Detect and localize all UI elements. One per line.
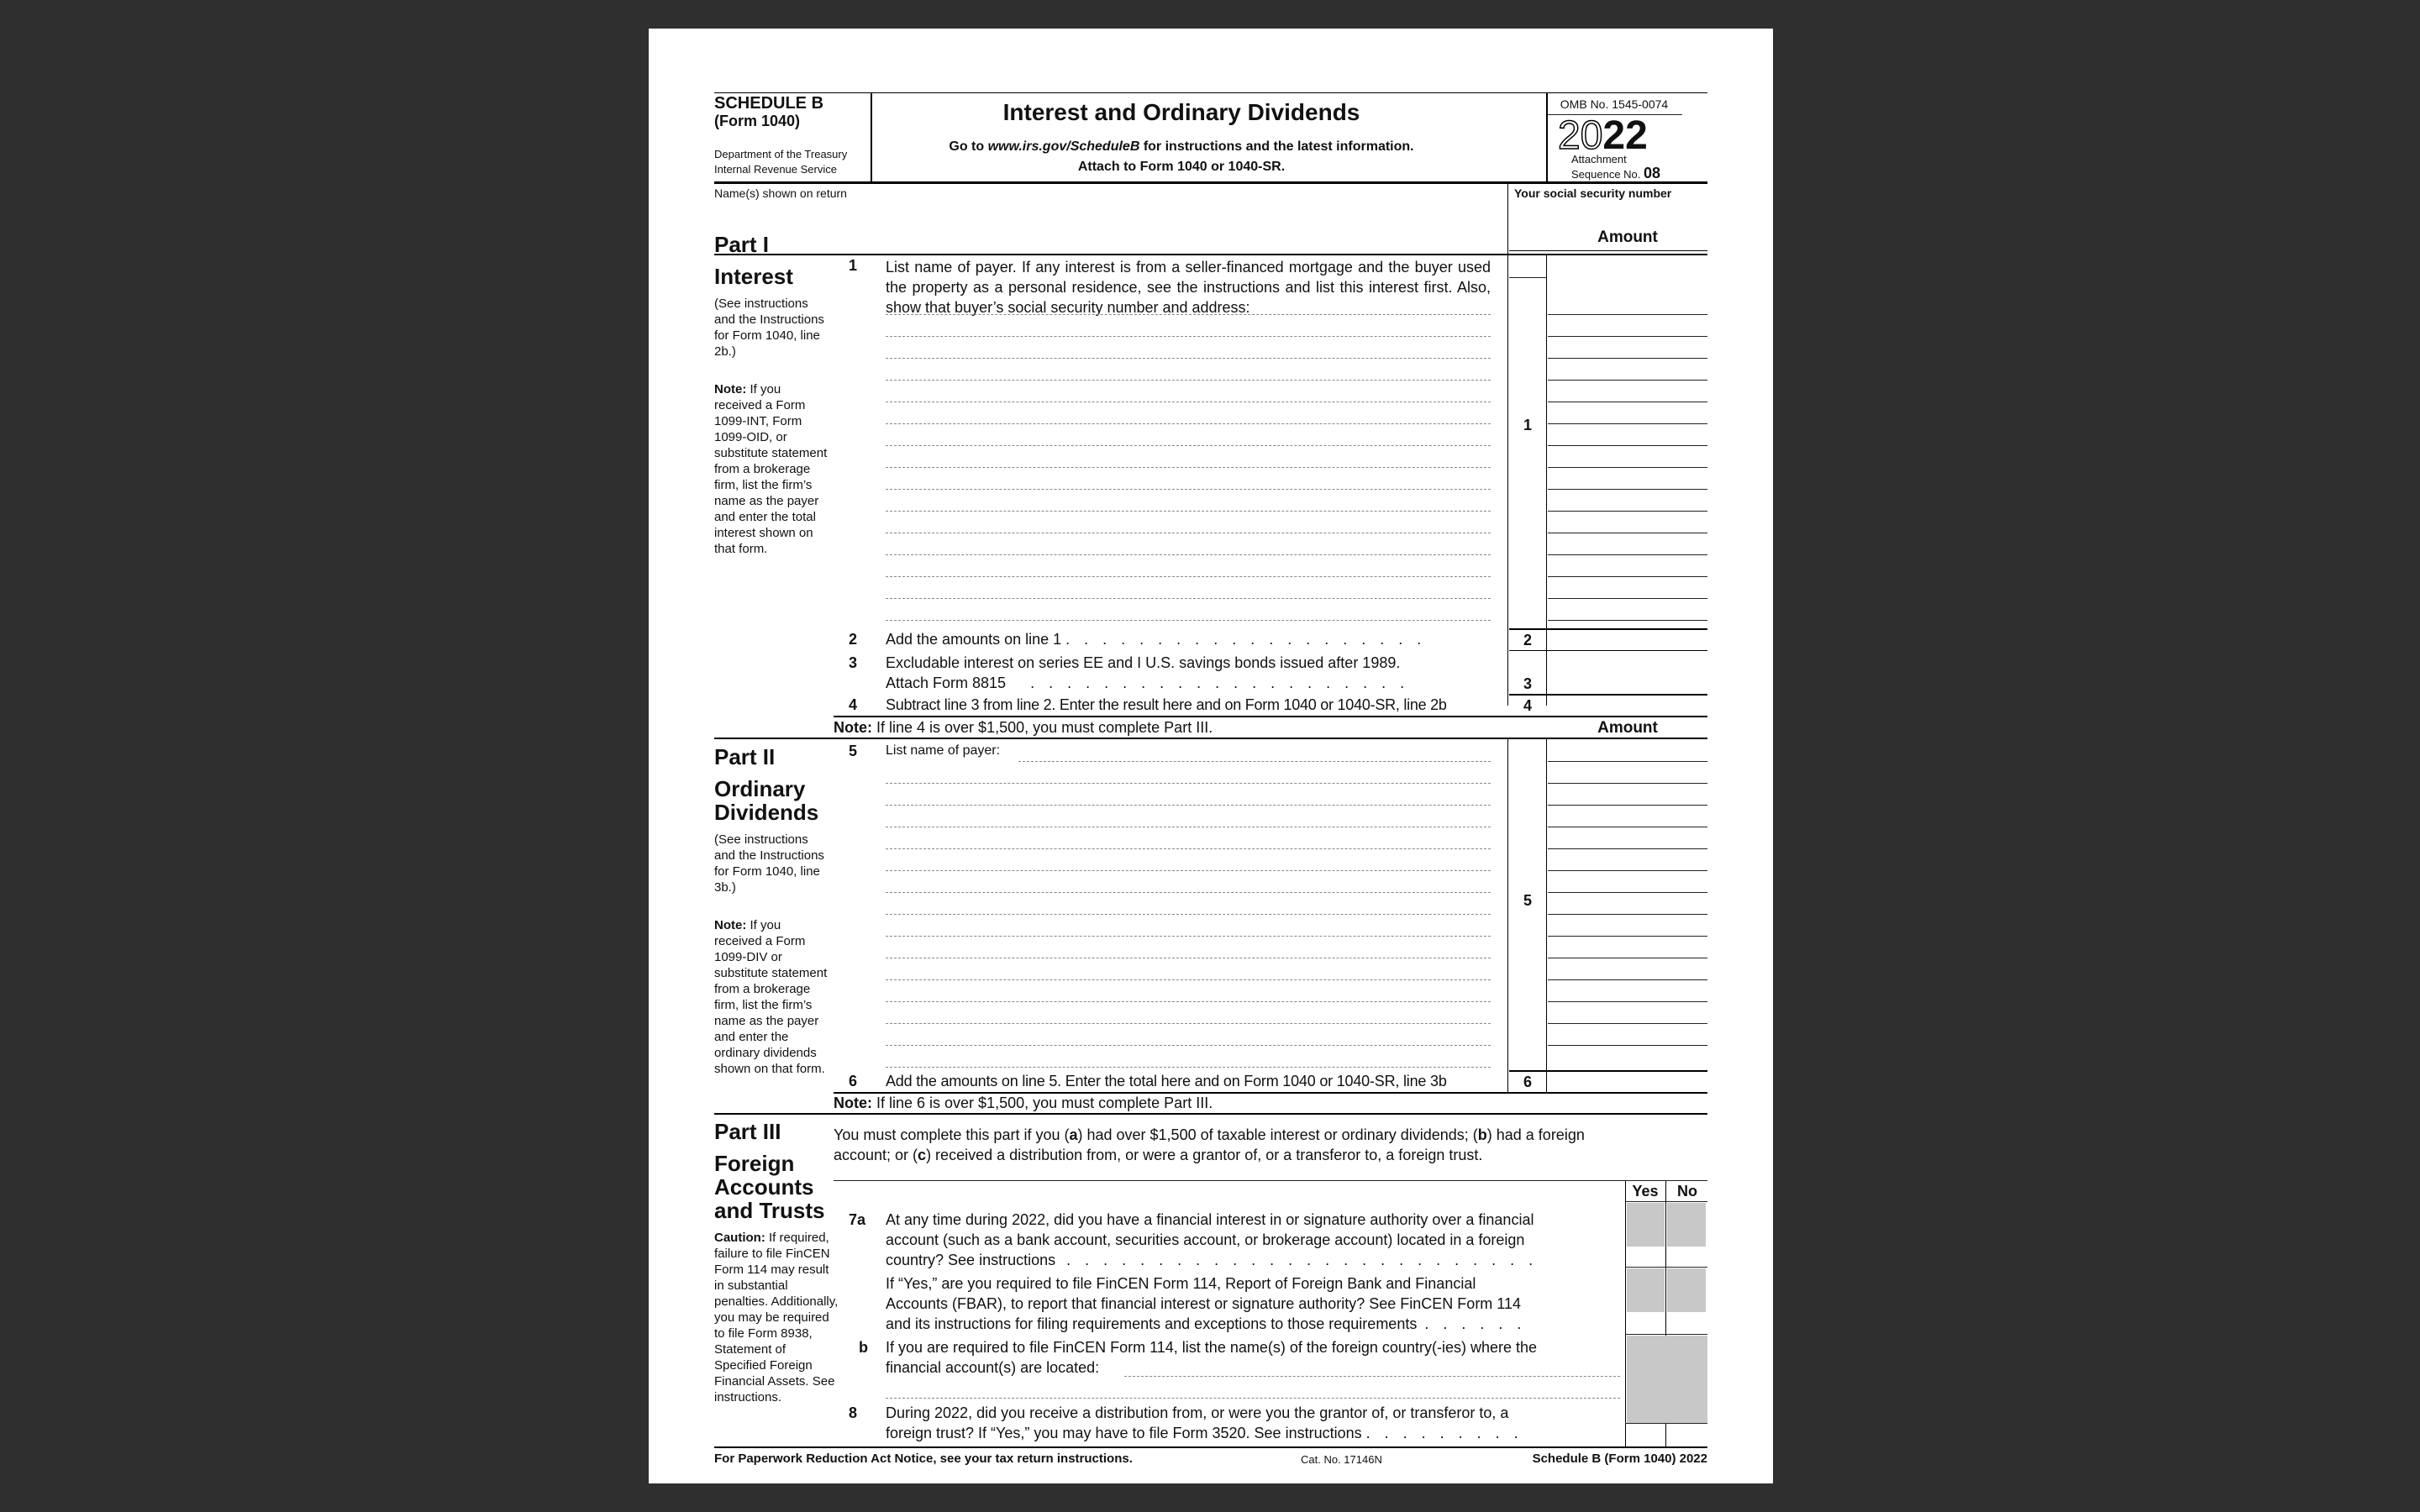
tax-year: 2022: [1558, 113, 1648, 158]
line5-box-label: 5: [1523, 892, 1532, 909]
form-label: (Form 1040): [714, 113, 801, 129]
omb-number: OMB No. 1545-0074: [1560, 97, 1669, 111]
attachment-label: Attachment: [1571, 153, 1627, 165]
line2-box-label: 2: [1523, 632, 1532, 648]
dept-irs: Internal Revenue Service: [714, 163, 837, 176]
part2-see-instructions: (See instructions and the Instructions for Form 1040, line 3b.): [714, 832, 824, 895]
part2-note-line6: Note: If line 6 is over $1,500, you must complete Part III.: [834, 1095, 1213, 1111]
line7a-no-box[interactable]: [1667, 1203, 1706, 1247]
form-title: Interest and Ordinary Dividends: [1002, 99, 1360, 125]
line8-text-1: During 2022, did you receive a distribution from, or were you the grantor of, or transferor to, a: [886, 1404, 1509, 1421]
line7a-fbar-yes-box[interactable]: [1627, 1268, 1665, 1312]
goto-line: Go to www.irs.gov/ScheduleB for instructions and the latest information.: [949, 139, 1414, 154]
line4-text: Subtract line 3 from line 2. Enter the result here and on Form 1040 or 1040-SR, line 2b: [886, 696, 1447, 713]
line6-text: Add the amounts on line 5. Enter the total here and on Form 1040 or 1040-SR, line 3b: [886, 1073, 1447, 1089]
line3-number: 3: [849, 654, 858, 671]
line3-box-label: 3: [1523, 675, 1532, 692]
part1-note-line4: Note: If line 4 is over $1,500, you must complete Part III.: [834, 719, 1213, 736]
line7b-text-1: If you are required to file FinCEN Form 114, list the name(s) of the foreign country(-ies) where the: [886, 1339, 1537, 1356]
line6-number: 6: [849, 1073, 858, 1089]
part1-title: Part I: [714, 232, 770, 257]
part3-subtitle-2: Accounts: [714, 1174, 814, 1200]
line5-number: 5: [849, 743, 858, 759]
line3-text-a: Excludable interest on series EE and I U.S. savings bonds issued after 1989.: [886, 654, 1401, 671]
line2-text: Add the amounts on line 1 . . . . . . . . . . . . . . . . . . . .: [886, 631, 1427, 648]
line7b-number: b: [859, 1339, 868, 1356]
part2-amount-header: Amount: [1597, 719, 1658, 737]
irs-url[interactable]: www.irs.gov/ScheduleB: [987, 139, 1140, 154]
no-header: No: [1677, 1183, 1697, 1200]
line7a-fbar-text-2: Accounts (FBAR), to report that financial interest or signature authority? See FinCEN Form 114: [886, 1295, 1521, 1312]
part3-intro-2: account; or (c) received a distribution from, or were a grantor of, or a transferor to, a foreign trust.: [834, 1147, 1483, 1163]
line7b-shaded: [1627, 1336, 1707, 1423]
part1-amount-header: Amount: [1597, 228, 1658, 246]
part1-note: Note: If you received a Form 1099-INT, Form 1099-OID, or substitute statement from a brokerage firm, list the firm’s name as the payer and enter the total interest shown on that form.: [714, 382, 828, 556]
line6-box-label: 6: [1523, 1074, 1532, 1090]
line7a-text-3: country? See instructions . . . . . . . . . . . . . . . . . . . . . . . . . .: [886, 1252, 1539, 1268]
part2-subtitle-1: Ordinary: [714, 776, 806, 801]
part3-subtitle-1: Foreign: [714, 1151, 795, 1176]
names-label: Name(s) shown on return: [714, 186, 847, 200]
line8-yes-box[interactable]: [1627, 1425, 1665, 1445]
tax-form-page: [649, 29, 1773, 1483]
footer-cat-number: Cat. No. 17146N: [1301, 1453, 1382, 1466]
part3-intro-1: You must complete this part if you (a) had over $1,500 of taxable interest or ordinary dividends; (b) had a foreign: [834, 1126, 1585, 1143]
line1-box-label: 1: [1523, 417, 1532, 433]
line1-text: List name of payer. If any interest is from a seller-financed mortgage and the buyer used the property as a personal residence, see the instructions and list this interest first. Also, show that buyer’s social security number and address:: [886, 259, 1491, 316]
footer-paperwork-notice: For Paperwork Reduction Act Notice, see your tax return instructions.: [714, 1452, 1133, 1466]
line6-amount[interactable]: [1548, 1072, 1707, 1092]
line8-text-2: foreign trust? If “Yes,” you may have to file Form 3520. See instructions . . . . . . . . .: [886, 1425, 1523, 1441]
line7a-number: 7a: [849, 1211, 866, 1228]
line4-amount[interactable]: [1548, 696, 1707, 716]
line7a-yes-box[interactable]: [1627, 1203, 1665, 1247]
footer-form-id: Schedule B (Form 1040) 2022: [1532, 1452, 1707, 1466]
line7a-fbar-text-3: and its instructions for filing requirements and exceptions to those requirements . . . . . .: [886, 1315, 1527, 1332]
ssn-label: Your social security number: [1514, 186, 1672, 200]
line3-text-b: Attach Form 8815 . . . . . . . . . . . . . . . . . . . . .: [886, 675, 1410, 691]
line1-number: 1: [849, 257, 858, 274]
dept-treasury: Department of the Treasury: [714, 148, 848, 160]
line7b-text-2: financial account(s) are located:: [886, 1359, 1100, 1376]
attach-line: Attach to Form 1040 or 1040-SR.: [1077, 160, 1286, 174]
part3-subtitle-3: and Trusts: [714, 1198, 825, 1223]
line2-amount[interactable]: [1548, 630, 1707, 650]
part1-subtitle: Interest: [714, 264, 793, 289]
line8-number: 8: [849, 1404, 858, 1421]
part2-subtitle-2: Dividends: [714, 800, 819, 825]
part2-note: Note: If you received a Form 1099-DIV or substitute statement from a brokerage firm, list the firm’s name as the payer and enter the ordinary dividends shown on that form.: [714, 918, 828, 1076]
line4-number: 4: [849, 696, 858, 713]
line7a-fbar-no-box[interactable]: [1667, 1268, 1706, 1312]
line4-box-label: 4: [1523, 697, 1532, 714]
line7a-text-1: At any time during 2022, did you have a financial interest in or signature authority over a financial: [886, 1211, 1534, 1228]
part3-title: Part III: [714, 1119, 781, 1144]
part2-title: Part II: [714, 744, 776, 769]
line7a-fbar-text-1: If “Yes,” are you required to file FinCEN Form 114, Report of Foreign Bank and Financial: [886, 1275, 1476, 1292]
part1-see-instructions: (See instructions and the Instructions for Form 1040, line 2b.): [714, 297, 824, 359]
line7b-country-field[interactable]: [1124, 1376, 1620, 1377]
part3-caution: Caution: If required, failure to file FinCEN Form 114 may result in substantial penalties. Additionally, you may be required to file Form 8938, Statement of Specified Foreign Financial Assets. See instructions.: [714, 1231, 839, 1404]
yes-header: Yes: [1632, 1183, 1659, 1200]
line5-text: List name of payer:: [886, 743, 1001, 758]
line3-amount[interactable]: [1548, 652, 1707, 694]
schedule-label: SCHEDULE B: [714, 94, 824, 113]
line8-no-box[interactable]: [1667, 1425, 1706, 1445]
names-field[interactable]: [714, 200, 1507, 247]
sequence-label: Sequence No. 08: [1571, 165, 1661, 181]
line7a-text-2: account (such as a bank account, securities account, or brokerage account) located in a foreign: [886, 1231, 1525, 1248]
line2-number: 2: [849, 631, 858, 648]
